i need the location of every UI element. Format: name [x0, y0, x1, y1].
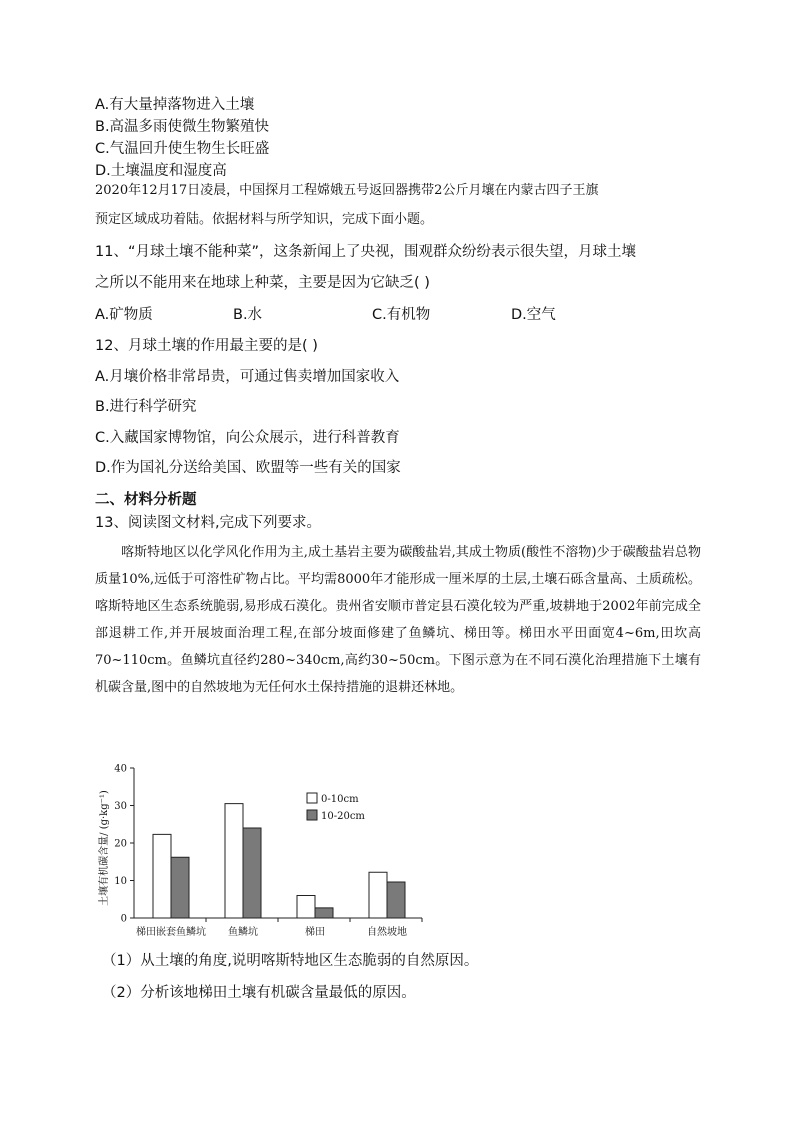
- q12-option-d: D.作为国礼分送给美国、欧盟等一些有关的国家: [95, 460, 401, 476]
- q11-option-d: D.空气: [511, 307, 556, 323]
- q13-sub-question-1: （1）从土壤的角度,说明喀斯特地区生态脆弱的自然原因。: [102, 953, 479, 969]
- prev-option-c: C.气温回升使生物生长旺盛: [95, 141, 270, 157]
- legend-label: 0-10cm: [321, 794, 359, 805]
- category-label: 鱼鳞坑: [228, 927, 258, 938]
- q11-option-c: C.有机物: [372, 307, 431, 323]
- intro-line-1: 2020年12月17日凌晨，中国探月工程嫦娥五号返回器携带2公斤月壤在内蒙古四子王旗: [95, 183, 599, 198]
- y-tick-label: 10: [114, 876, 127, 887]
- q12-stem: 12、月球土壤的作用最主要的是( ): [95, 338, 318, 354]
- category-label: 自然坡地: [367, 927, 407, 938]
- q11-option-a: A.矿物质: [95, 307, 153, 323]
- prev-option-d: D.土壤温度和湿度高: [95, 163, 227, 179]
- q13-stem: 13、阅读图文材料,完成下列要求。: [95, 515, 322, 531]
- q11-stem-line-2: 之所以不能用来在地球上种菜，主要是因为它缺乏( ): [95, 275, 430, 291]
- q12-option-c: C.入藏国家博物馆，向公众展示，进行科普教育: [95, 430, 400, 446]
- bar-shallow: [225, 804, 243, 918]
- y-tick-label: 20: [114, 838, 127, 850]
- bar-shallow: [369, 872, 387, 918]
- legend-label: 10-20cm: [321, 811, 365, 822]
- bar-deep: [171, 857, 189, 918]
- prev-option-a: A.有大量掉落物进入土壤: [95, 97, 255, 113]
- y-axis-label: 土壤有机碳含量/ (g·kg⁻¹): [99, 790, 110, 906]
- bar-shallow: [153, 834, 171, 918]
- y-tick-label: 30: [114, 801, 127, 812]
- organic-carbon-bar-chart: [95, 760, 435, 945]
- bar-shallow: [297, 896, 315, 919]
- intro-line-2: 预定区域成功着陆。依据材料与所学知识，完成下面小题。: [95, 212, 434, 227]
- q11-option-b: B.水: [233, 307, 263, 323]
- category-label: 梯田嵌套鱼鳞坑: [136, 927, 206, 938]
- q12-option-b: B.进行科学研究: [95, 399, 197, 415]
- y-tick-label: 40: [114, 763, 127, 775]
- q12-option-a: A.月壤价格非常昂贵，可通过售卖增加国家收入: [95, 369, 400, 385]
- prev-option-b: B.高温多雨使微生物繁殖快: [95, 119, 270, 135]
- category-label: 梯田: [305, 927, 325, 938]
- section-title: 二、材料分析题: [95, 492, 197, 508]
- legend-swatch: [307, 810, 317, 820]
- q11-stem-line-1: 11、“月球土壤不能种菜”，这条新闻上了央视，围观群众纷纷表示很失望，月球土壤: [95, 244, 636, 260]
- bar-deep: [315, 908, 333, 918]
- bar-deep: [387, 882, 405, 918]
- q13-material: 喀斯特地区以化学风化作用为主,成土基岩主要为碳酸盐岩,其成土物质(酸性不溶物)少于碳酸盐岩总物质量10%,远低于可溶性矿物占比。平均需8000年才能形成一厘米厚的土层,土壤石砾含量高、土质疏松。喀斯特地区生态系统脆弱,易形成石漠化。贵州省安顺市普定县石漠化较为严重,坡耕地于2002年前完成全部退耕工作,并开展坡面治理工程,在部分坡面修建了鱼鳞坑、梯田等。梯田水平田面宽4~6m,田坎高70~110cm。鱼鳞坑直径约280~340cm,高约30~50cm。下图示意为在不同石漠化治理措施下土壤有机碳含量,图中的自然坡地为无任何水土保持措施的退耕还林地。: [95, 545, 701, 695]
- q13-sub-question-2: （2）分析该地梯田土壤有机碳含量最低的原因。: [102, 985, 416, 1001]
- bar-deep: [243, 828, 261, 918]
- y-tick-label: 0: [120, 913, 127, 925]
- legend-swatch: [307, 793, 317, 803]
